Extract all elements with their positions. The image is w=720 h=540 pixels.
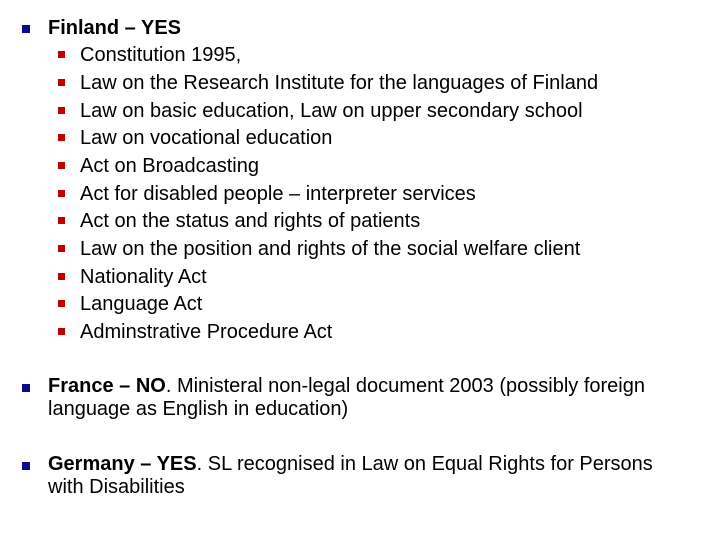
sub-bullet xyxy=(58,107,65,114)
sub-bullet xyxy=(58,217,65,224)
bullet-france xyxy=(22,384,30,392)
finland-heading: Finland – YES xyxy=(48,17,181,39)
finland-item: Adminstrative Procedure Act xyxy=(80,321,333,343)
finland-item: Law on the position and rights of the social welfare client xyxy=(80,238,581,260)
finland-item: Nationality Act xyxy=(80,266,207,288)
finland-item: Act for disabled people – interpreter services xyxy=(80,183,476,205)
france-heading: France – NO xyxy=(48,375,166,397)
france-text: . Ministeral non-legal document 2003 (possibly foreign language as English in education) xyxy=(48,375,645,420)
finland-item: Constitution 1995, xyxy=(80,44,242,66)
sub-bullet xyxy=(58,273,65,280)
france-paragraph xyxy=(48,375,668,421)
finland-item: Act on the status and rights of patients xyxy=(80,210,421,232)
finland-item: Language Act xyxy=(80,293,203,315)
sub-bullet xyxy=(58,51,65,58)
germany-paragraph xyxy=(48,453,668,499)
finland-item: Law on basic education, Law on upper secondary school xyxy=(80,100,583,122)
sub-bullet xyxy=(58,134,65,141)
germany-text: . SL recognised in Law on Equal Rights for Persons with Disabilities xyxy=(48,453,653,498)
sub-bullet xyxy=(58,300,65,307)
sub-bullet xyxy=(58,245,65,252)
finland-item: Act on Broadcasting xyxy=(80,155,259,177)
sub-bullet xyxy=(58,79,65,86)
finland-item: Law on vocational education xyxy=(80,127,333,149)
germany-heading: Germany – YES xyxy=(48,453,197,475)
sub-bullet xyxy=(58,162,65,169)
sub-bullet xyxy=(58,190,65,197)
sub-bullet xyxy=(58,328,65,335)
bullet-finland xyxy=(22,25,30,33)
bullet-germany xyxy=(22,462,30,470)
finland-item: Law on the Research Institute for the languages of Finland xyxy=(80,72,599,94)
